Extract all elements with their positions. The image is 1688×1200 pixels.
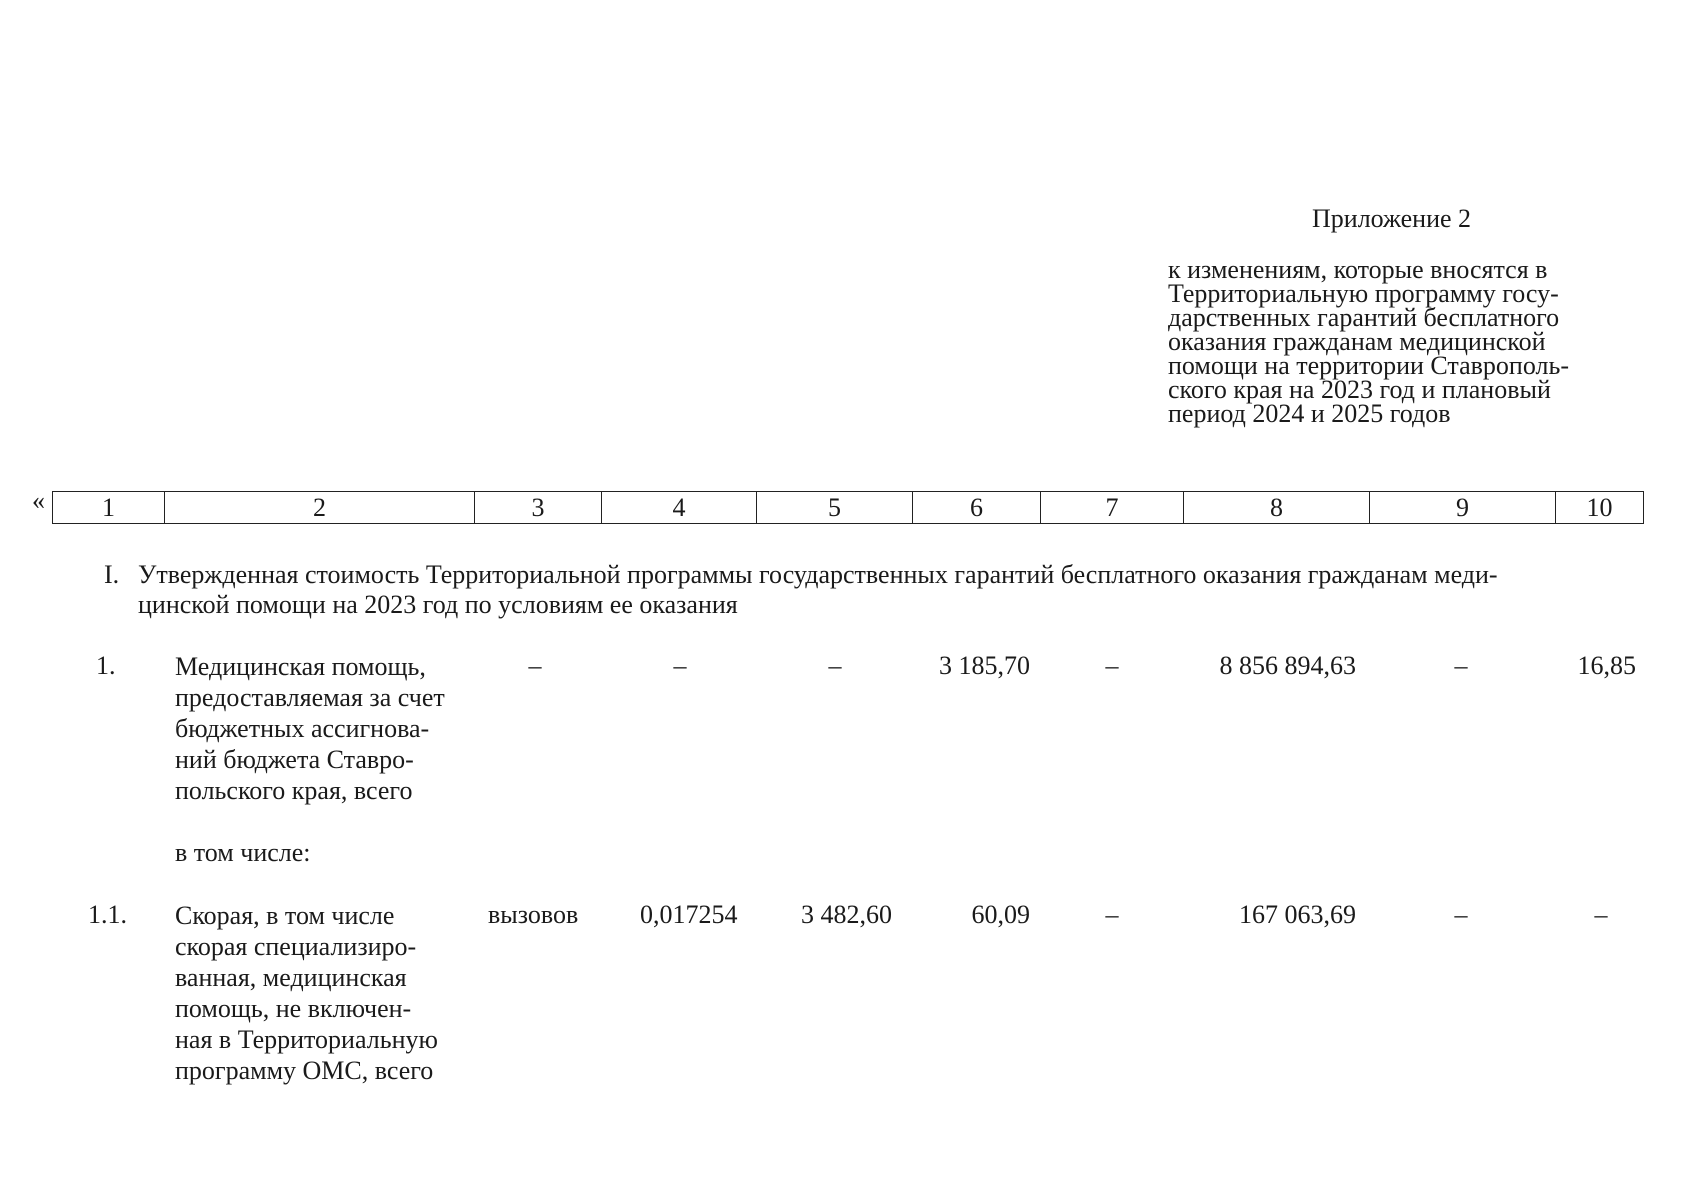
column-number: 8 bbox=[1184, 492, 1370, 524]
row-name-line: ний бюджета Ставро- bbox=[175, 745, 414, 774]
cell-col5: – bbox=[828, 651, 842, 680]
cell-col5: 3 482,60 bbox=[801, 900, 892, 929]
section-number: I. bbox=[104, 560, 120, 589]
row-name-line: ванная, медицинская bbox=[175, 963, 407, 992]
section-title-line: Утвержденная стоимость Территориальной программы государственных гарантий бесплатного оказания гражданам меди- bbox=[138, 560, 1498, 589]
appendix-line: помощи на территории Ставрополь- bbox=[1168, 351, 1569, 380]
column-number: 5 bbox=[757, 492, 913, 524]
column-number: 3 bbox=[475, 492, 602, 524]
cell-col10: 16,85 bbox=[1577, 651, 1636, 680]
section-title bbox=[138, 560, 1614, 620]
section-heading bbox=[104, 560, 1614, 620]
row-name bbox=[175, 900, 459, 1086]
row-number: 1.1. bbox=[88, 900, 127, 929]
cell-col7: – bbox=[1105, 900, 1119, 929]
sub-label: в том числе: bbox=[175, 838, 311, 867]
appendix-line: оказания гражданам медицинской bbox=[1168, 327, 1546, 356]
appendix-line: период 2024 и 2025 годов bbox=[1168, 399, 1451, 428]
row-name-line: польского края, всего bbox=[175, 776, 413, 805]
column-number: 2 bbox=[165, 492, 475, 524]
row-name-line: помощь, не включен- bbox=[175, 994, 412, 1023]
cell-col3: вызовов bbox=[488, 900, 579, 929]
cell-col3: – bbox=[528, 651, 542, 680]
cell-col7: – bbox=[1105, 651, 1119, 680]
column-number: 7 bbox=[1041, 492, 1184, 524]
row-name-line: предоставляемая за счет bbox=[175, 683, 445, 712]
column-number: 9 bbox=[1370, 492, 1556, 524]
column-number: 10 bbox=[1556, 492, 1644, 524]
row-name-line: скорая специализиро- bbox=[175, 932, 417, 961]
appendix-line: к изменениям, которые вносятся в bbox=[1168, 255, 1548, 284]
row-name-line: Медицинская помощь, bbox=[175, 652, 426, 681]
cell-col6: 3 185,70 bbox=[939, 651, 1030, 680]
cell-col9: – bbox=[1454, 651, 1468, 680]
row-name bbox=[175, 651, 459, 806]
cell-col8: 167 063,69 bbox=[1239, 900, 1356, 929]
section-title-line: цинской помощи на 2023 год по условиям ее оказания bbox=[138, 590, 738, 619]
row-name-line: ная в Территориальную bbox=[175, 1025, 438, 1054]
appendix-line: Территориальную программу госу- bbox=[1168, 279, 1559, 308]
opening-quote: « bbox=[32, 486, 45, 515]
cell-col4: 0,017254 bbox=[640, 900, 738, 929]
appendix-line: ского края на 2023 год и плановый bbox=[1168, 375, 1551, 404]
column-number: 4 bbox=[602, 492, 757, 524]
appendix-title: Приложение 2 bbox=[1312, 204, 1472, 233]
row-name-line: программу ОМС, всего bbox=[175, 1056, 434, 1085]
column-number: 6 bbox=[913, 492, 1041, 524]
appendix-line: дарственных гарантий бесплатного bbox=[1168, 303, 1560, 332]
column-number: 1 bbox=[53, 492, 165, 524]
cell-col10: – bbox=[1594, 900, 1608, 929]
cell-col9: – bbox=[1454, 900, 1468, 929]
row-name-line: Скорая, в том числе bbox=[175, 901, 395, 930]
row-name-line: бюджетных ассигнова- bbox=[175, 714, 430, 743]
appendix-text bbox=[1168, 255, 1642, 428]
cell-col4: – bbox=[673, 651, 687, 680]
cell-col6: 60,09 bbox=[971, 900, 1030, 929]
column-number-header bbox=[52, 491, 1644, 524]
cell-col8: 8 856 894,63 bbox=[1219, 651, 1356, 680]
row-number: 1. bbox=[96, 651, 116, 680]
